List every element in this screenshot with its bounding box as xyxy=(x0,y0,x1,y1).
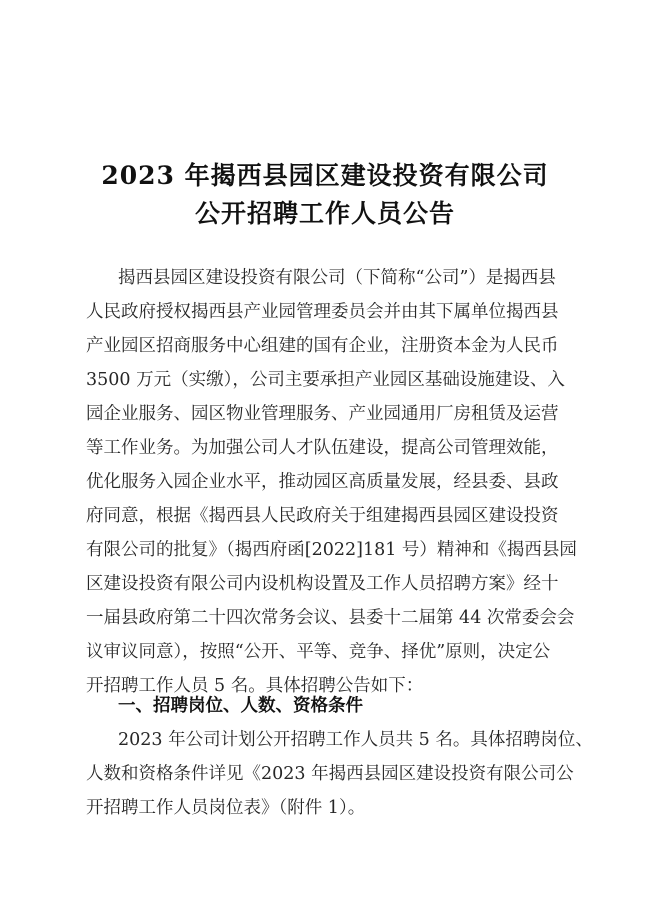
paragraph1-line: 一届县政府第二十四次常务会议、县委十二届第 44 次常委会会 xyxy=(86,608,575,628)
paragraph1-line: 优化服务入园企业水平，推动园区高质量发展，经县委、县政 xyxy=(86,472,559,492)
paragraph1-line: 3500 万元（实缴），公司主要承担产业园区基础设施建设、入 xyxy=(86,370,565,390)
paragraph1-line: 有限公司的批复》（揭西府函[2022]181 号）精神和《揭西县园 xyxy=(86,540,577,560)
document-title-line-1: 2023 年揭西县园区建设投资有限公司 xyxy=(101,161,549,190)
paragraph1-line: 园企业服务、园区物业管理服务、产业园通用厂房租赁及运营 xyxy=(86,404,559,424)
paragraph1-line: 区建设投资有限公司内设机构设置及工作人员招聘方案》经十 xyxy=(86,574,559,594)
paragraph1-line: 议审议同意），按照“公开、平等、竞争、择优”原则，决定公 xyxy=(86,642,551,662)
paragraph1-line: 揭西县园区建设投资有限公司（下简称“公司”）是揭西县 xyxy=(118,268,556,288)
paragraph1-line: 产业园区招商服务中心组建的国有企业，注册资本金为人民币 xyxy=(86,336,559,356)
paragraph1-line: 人民政府授权揭西县产业园管理委员会并由其下属单位揭西县 xyxy=(86,302,559,322)
paragraph1-line: 府同意，根据《揭西县人民政府关于组建揭西县园区建设投资 xyxy=(86,506,559,526)
document-title-line-2: 公开招聘工作人员公告 xyxy=(194,199,455,228)
section-heading: 一、招聘岗位、人数、资格条件 xyxy=(118,696,363,716)
paragraph2-line: 人数和资格条件详见《2023 年揭西县园区建设投资有限公司公 xyxy=(86,764,574,784)
paragraph2-line: 2023 年公司计划公开招聘工作人员共 5 名。具体招聘岗位、 xyxy=(118,730,593,750)
paragraph1-line: 开招聘工作人员 5 名。具体招聘公告如下： xyxy=(86,676,424,696)
paragraph1-line: 等工作业务。为加强公司人才队伍建设，提高公司管理效能， xyxy=(86,438,559,458)
paragraph2-line: 开招聘工作人员岗位表》（附件 1）。 xyxy=(86,798,366,818)
